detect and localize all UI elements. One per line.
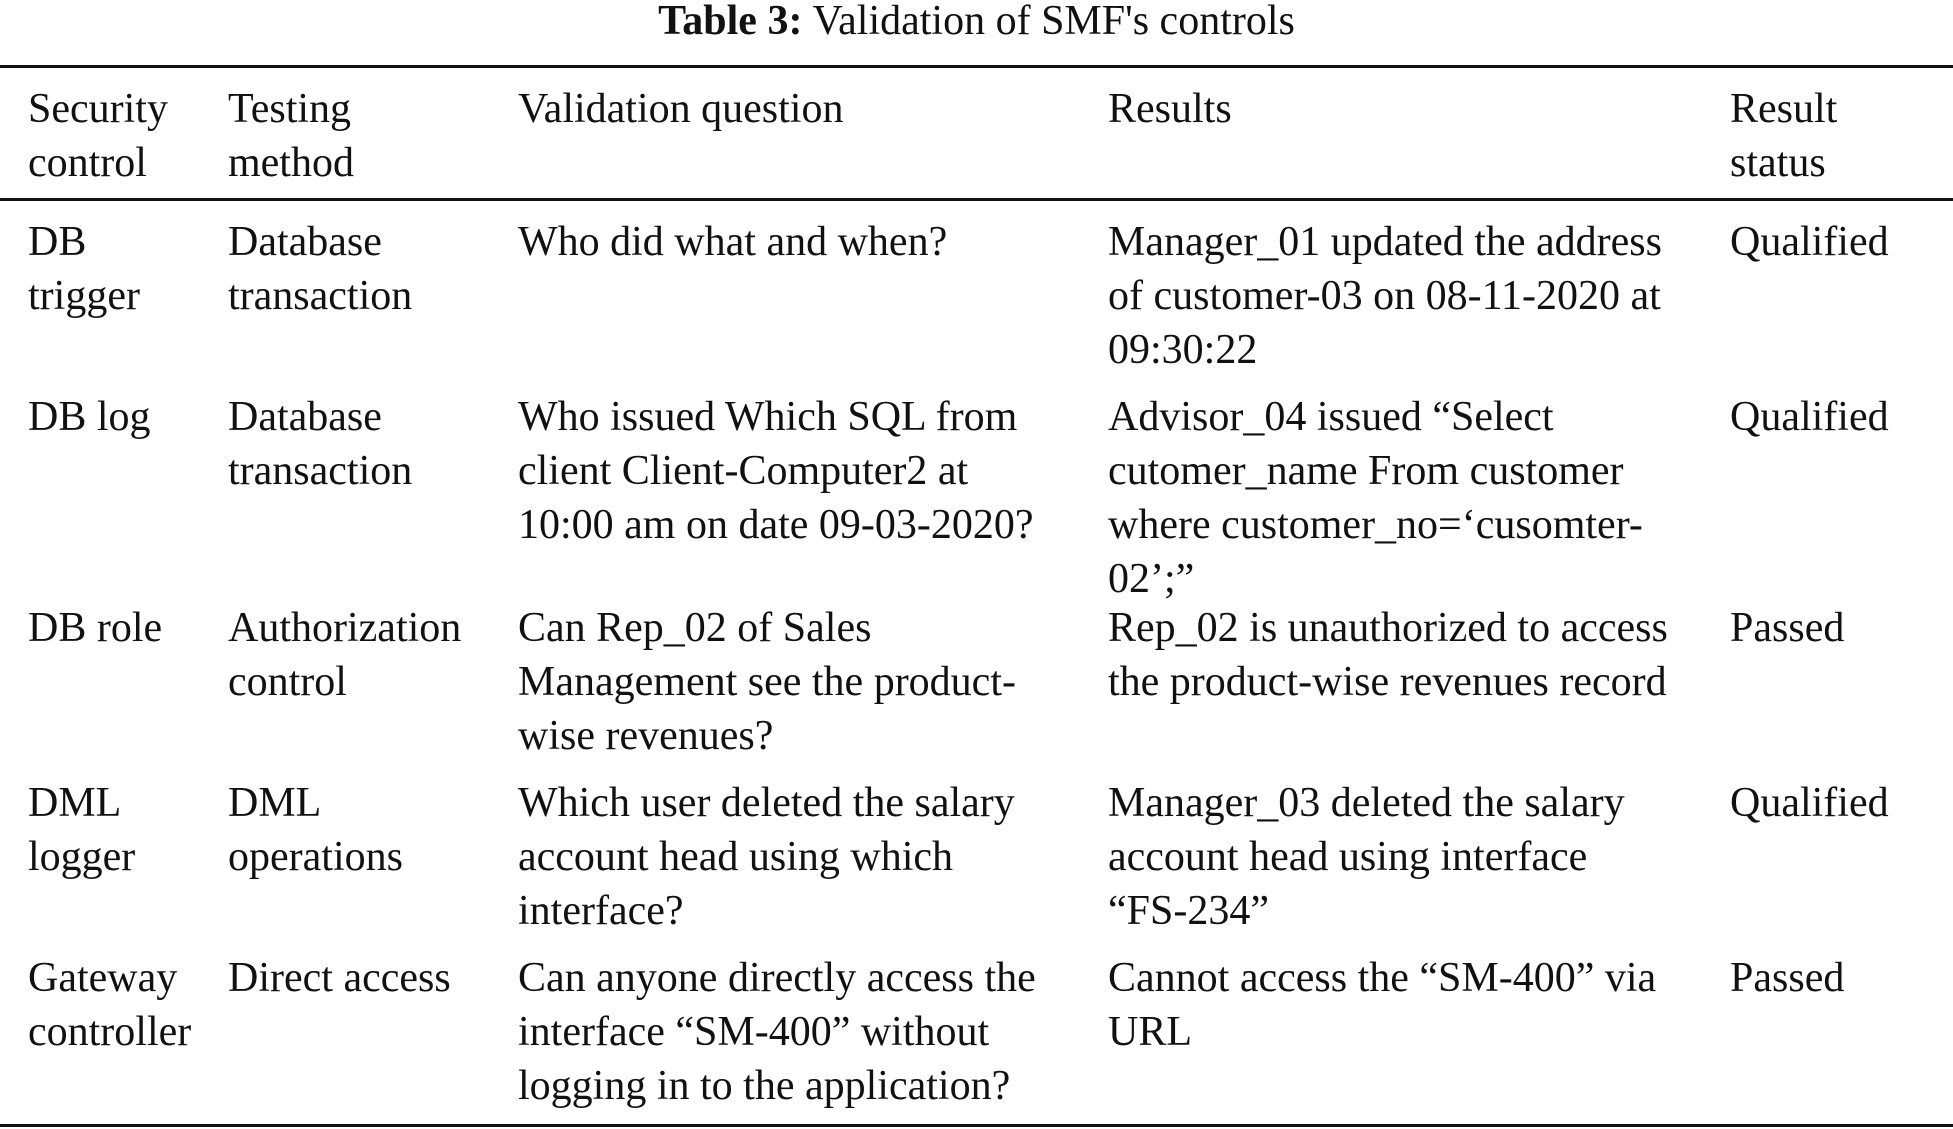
cell-line: Manager_03 deleted the salary (1108, 780, 1625, 826)
cell-line: DB log (28, 394, 151, 440)
cell-line: Management see the product- (518, 659, 1016, 705)
cell-results (1108, 951, 1708, 1059)
cell-line: Rep_02 is unauthorized to access (1108, 605, 1668, 651)
cell-results (1108, 776, 1708, 938)
header-line: Result (1730, 86, 1838, 132)
cell-testing-method (228, 215, 508, 323)
cell-validation-question (518, 776, 1093, 938)
cell-line: where customer_no=‘cusomter- (1108, 502, 1643, 548)
header-line: Results (1108, 86, 1232, 132)
cell-testing-method (228, 390, 508, 498)
header-validation-question (518, 82, 1093, 136)
cell-line: wise revenues? (518, 713, 774, 759)
cell-testing-method (228, 601, 508, 709)
cell-line: logging in to the application? (518, 1063, 1011, 1109)
cell-security-control (28, 951, 218, 1059)
cell-testing-method (228, 776, 508, 884)
header-security-control (28, 82, 218, 190)
cell-testing-method (228, 951, 508, 1005)
cell-line: Cannot access the “SM-400” via (1108, 955, 1657, 1001)
cell-result-status: Qualified (1730, 219, 1889, 265)
cell-line: Database (228, 219, 382, 265)
cell-line: Gateway (28, 955, 178, 1001)
cell-line: “FS-234” (1108, 888, 1269, 934)
cell-line: account head using which (518, 834, 954, 880)
cell-line: transaction (228, 448, 413, 494)
cell-line: DB (28, 219, 87, 265)
cell-line: Authorization (228, 605, 462, 651)
cell-line: Database (228, 394, 382, 440)
cell-validation-question (518, 951, 1093, 1113)
cell-result-status: Qualified (1730, 394, 1889, 440)
table-header-rule (0, 198, 1953, 201)
cell-line: trigger (28, 273, 140, 319)
cell-line: DML (228, 780, 322, 826)
header-line: method (228, 140, 354, 186)
cell-validation-question (518, 215, 1093, 269)
cell-line: of customer-03 on 08-11-2020 at (1108, 273, 1661, 319)
header-line: Security (28, 86, 168, 132)
cell-validation-question (518, 601, 1093, 763)
cell-line: Advisor_04 issued “Select (1108, 394, 1554, 440)
cell-line: controller (28, 1009, 192, 1055)
table-bottom-rule (0, 1124, 1953, 1127)
cell-line: Who issued Which SQL from (518, 394, 1018, 440)
cell-line: 09:30:22 (1108, 327, 1258, 373)
cell-security-control (28, 776, 218, 884)
cell-line: cutomer_name From customer (1108, 448, 1624, 494)
cell-line: control (228, 659, 347, 705)
cell-result-status: Qualified (1730, 780, 1889, 826)
table-top-rule (0, 65, 1953, 68)
cell-validation-question (518, 390, 1093, 552)
cell-line: interface? (518, 888, 684, 934)
cell-line: Direct access (228, 955, 451, 1001)
cell-line: Can anyone directly access the (518, 955, 1036, 1001)
cell-results (1108, 601, 1708, 709)
cell-line: the product-wise revenues record (1108, 659, 1667, 705)
cell-line: Can Rep_02 of Sales (518, 605, 872, 651)
cell-line: 02’;” (1108, 556, 1195, 602)
cell-line: URL (1108, 1009, 1192, 1055)
cell-line: logger (28, 834, 136, 880)
cell-line: interface “SM-400” without (518, 1009, 990, 1055)
cell-security-control (28, 390, 218, 444)
cell-line: DB role (28, 605, 163, 651)
cell-result-status: Passed (1730, 955, 1845, 1001)
cell-line: Manager_01 updated the address (1108, 219, 1662, 265)
cell-security-control (28, 601, 218, 655)
cell-line: DML (28, 780, 122, 826)
cell-line: account head using interface (1108, 834, 1588, 880)
header-line: status (1730, 140, 1826, 186)
header-line: control (28, 140, 147, 186)
header-result-status (1730, 82, 1940, 190)
cell-line: operations (228, 834, 403, 880)
cell-line: Which user deleted the salary (518, 780, 1015, 826)
cell-results (1108, 215, 1708, 377)
table-caption-label: Table 3: (658, 0, 803, 44)
cell-line: Who did what and when? (518, 219, 948, 265)
cell-security-control (28, 215, 218, 323)
cell-result-status: Passed (1730, 605, 1845, 651)
header-line: Testing (228, 86, 352, 132)
table-caption (0, 0, 1953, 42)
header-line: Validation question (518, 86, 844, 132)
cell-line: transaction (228, 273, 413, 319)
header-testing-method (228, 82, 508, 190)
cell-line: client Client-Computer2 at (518, 448, 969, 494)
header-results (1108, 82, 1708, 136)
table-caption-text: Validation of SMF's controls (812, 0, 1295, 44)
cell-line: 10:00 am on date 09-03-2020? (518, 502, 1034, 548)
cell-results (1108, 390, 1708, 606)
